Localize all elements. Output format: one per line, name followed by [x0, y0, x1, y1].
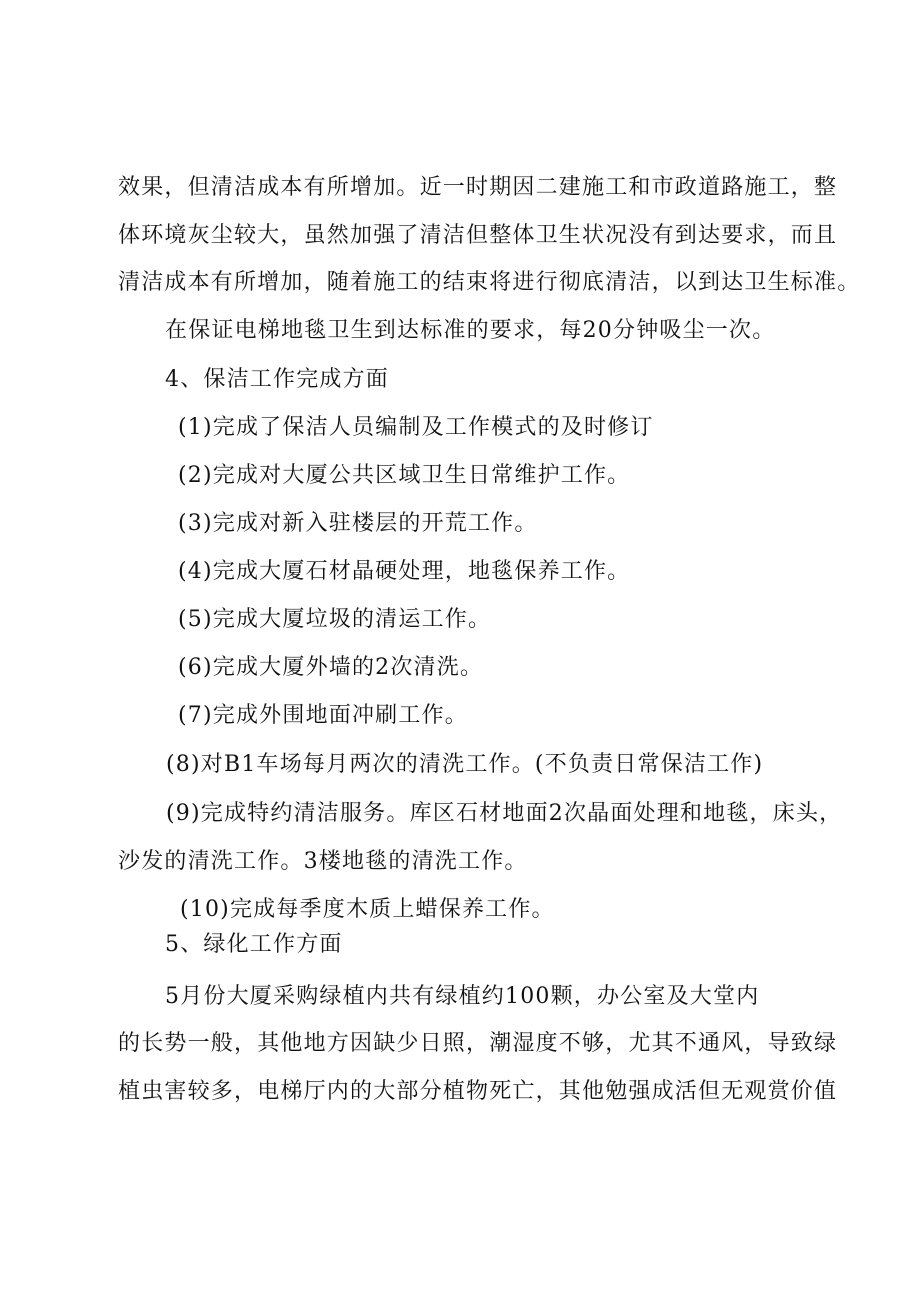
list-item: (7)完成外围地面冲刷工作。 [178, 703, 468, 728]
paragraph-line: 体环境灰尘较大，虽然加强了清洁但整体卫生状况没有到达要求，而且 [118, 223, 838, 248]
list-item-9-line: (9)完成特约清洁服务。库区石材地面2次晶面处理和地毯，床头， [166, 801, 843, 826]
list-item: (6)完成大厦外墙的2次清洗。 [178, 655, 484, 680]
list-item: (8)对B1车场每月两次的清洗工作。(不负责日常保洁工作) [166, 752, 764, 777]
list-item: (5)完成大厦垃圾的清运工作。 [178, 607, 492, 632]
list-item: (10)完成每季度木质上蜡保养工作。 [180, 897, 555, 922]
paragraph-line: 效果，但清洁成本有所增加。近一时期因二建施工和市政道路施工，整 [118, 175, 838, 200]
list-item: (4)完成大厦石材晶硬处理，地毯保养工作。 [178, 559, 631, 584]
section-heading-greening: 5、绿化工作方面 [165, 932, 343, 957]
list-item: (3)完成对新入驻楼层的开荒工作。 [178, 511, 538, 536]
list-item-9-line: 沙发的清洗工作。3楼地毯的清洗工作。 [118, 849, 528, 874]
list-item: (2)完成对大厦公共区域卫生日常维护工作。 [178, 463, 631, 488]
paragraph-line: 5月份大厦采购绿植内共有绿植约100颗，办公室及大堂内 [165, 984, 760, 1009]
section-heading-cleaning: 4、保洁工作完成方面 [165, 367, 389, 392]
paragraph-line: 植虫害较多，电梯厅内的大部分植物死亡，其他勉强成活但无观赏价值 [118, 1079, 838, 1104]
paragraph-vacuum-frequency: 在保证电梯地毯卫生到达标准的要求，每20分钟吸尘一次。 [165, 318, 776, 343]
paragraph-line: 清洁成本有所增加，随着施工的结束将进行彻底清洁，以到达卫生标准。 [118, 270, 861, 295]
list-item: (1)完成了保洁人员编制及工作模式的及时修订 [178, 415, 654, 440]
paragraph-line: 的长势一般，其他地方因缺少日照，潮湿度不够，尤其不通风，导致绿 [118, 1031, 838, 1056]
